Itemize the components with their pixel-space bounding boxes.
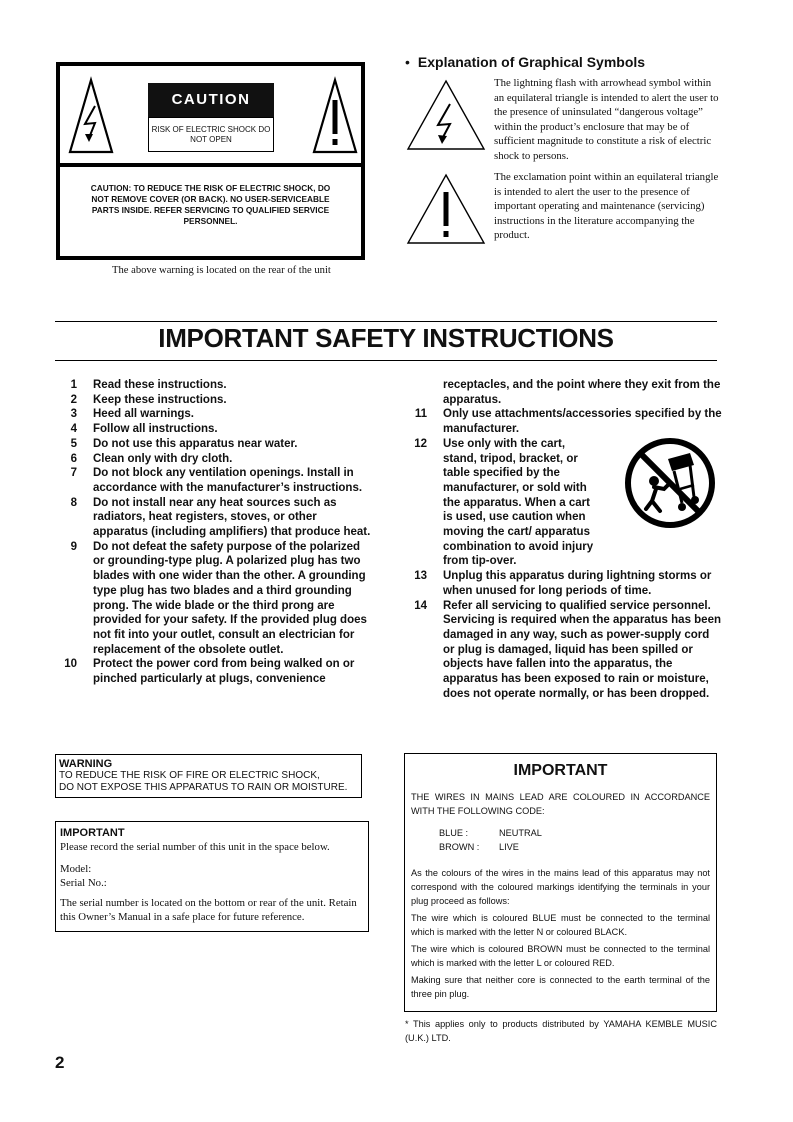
instruction-number: 10 xyxy=(64,658,77,671)
serial-number-box xyxy=(55,821,369,932)
lightning-warning-icon xyxy=(66,72,116,160)
uk-box-paragraph: As the colours of the wires in the mains lead of this apparatus may not correspond with the coloured markings identifying the terminals in your plug proceed as follows: xyxy=(411,868,710,906)
wire-colour: BLUE : xyxy=(439,828,469,838)
instruction-number: 8 xyxy=(70,496,77,509)
warning-line: DO NOT EXPOSE THIS APPARATUS TO RAIN OR MOISTURE. xyxy=(59,782,348,793)
wire-colour: BROWN : xyxy=(439,842,480,852)
instruction-text: Only use attachments/accessories specified by the manufacturer. xyxy=(443,408,722,436)
instruction-number: 12 xyxy=(414,437,427,450)
uk-box-intro: THE WIRES IN MAINS LEAD ARE COLOURED IN ACCORDANCE WITH THE FOLLOWING CODE: xyxy=(411,792,710,816)
serial-number-label: Serial No.: xyxy=(60,877,107,889)
instruction-number: 2 xyxy=(70,393,77,406)
uk-box-paragraph: Making sure that neither core is connected to the earth terminal of the three pin plug. xyxy=(411,975,710,999)
lightning-symbol-icon xyxy=(405,78,487,152)
uk-wiring-box xyxy=(404,753,717,1012)
instruction-item xyxy=(405,569,723,598)
instruction-item xyxy=(55,466,373,495)
instruction-item xyxy=(405,407,723,436)
caution-header: CAUTION xyxy=(148,83,274,117)
instruction-number: 4 xyxy=(70,423,77,436)
instruction-text: Protect the power cord from being walked on or pinched particularly at plugs, convenience xyxy=(93,658,355,686)
instruction-text: Do not block any ventilation openings. Install in accordance with the manufacturer’s instructions. xyxy=(93,467,363,494)
instruction-number: 9 xyxy=(70,540,77,553)
instruction-text: receptacles, and the point where they exit from the apparatus. xyxy=(443,379,721,406)
instruction-number: 1 xyxy=(70,379,77,391)
uk-box-paragraph: The wire which is coloured BLUE must be connected to the terminal which is marked with the letter N or coloured BLACK. xyxy=(411,913,710,937)
instruction-number: 11 xyxy=(414,408,427,421)
wire-code-row xyxy=(439,840,710,854)
warning-heading: WARNING xyxy=(59,758,113,770)
instruction-text: Do not defeat the safety purpose of the polarized or grounding-type plug. A polarized plug has two blades with one wider than the other. A grounding type plug has two blades and a third grounding prong. The wide blade or the third prong are provided for your safety. If the provided plug does not fit into your outlet, consult an electrician for replacement of the obsolete outlet. xyxy=(93,540,367,656)
caution-body-text: CAUTION: TO REDUCE THE RISK OF ELECTRIC SHOCK, DO NOT REMOVE COVER (OR BACK). NO USER-SERVICEABLE PARTS INSIDE. REFER SERVICING TO QUALIFIED SERVICE PERSONNEL. xyxy=(90,183,331,226)
instruction-text: Read these instructions. xyxy=(93,379,227,391)
instruction-text: Heed all warnings. xyxy=(93,408,194,421)
instruction-text: Do not use this apparatus near water. xyxy=(93,437,298,450)
page-title: IMPORTANT SAFETY INSTRUCTIONS xyxy=(158,323,614,353)
instruction-text: Do not install near any heat sources such as radiators, heat registers, stoves, or other apparatus (including amplifiers) that produce heat. xyxy=(93,496,371,539)
instruction-number: 13 xyxy=(414,570,427,583)
instruction-number: 7 xyxy=(70,467,77,480)
instruction-item xyxy=(55,422,373,437)
caution-label xyxy=(56,62,365,260)
serial-box-intro: Please record the serial number of this unit in the space below. xyxy=(60,841,330,853)
page-number: 2 xyxy=(55,1053,65,1072)
instruction-item xyxy=(55,437,373,452)
wire-meaning: NEUTRAL xyxy=(499,828,542,838)
warning-line: TO REDUCE THE RISK OF FIRE OR ELECTRIC SHOCK, xyxy=(59,770,320,781)
bullet-icon: • xyxy=(405,54,410,70)
instruction-number: 6 xyxy=(70,452,77,465)
lightning-symbol-description: The lightning flash with arrowhead symbol within an equilateral triangle is intended to alert the user to the presence of uninsulated “dangerous voltage” within the product’s enclosure that may be of sufficient magnitude to constitute a risk of electric shock to persons. xyxy=(494,77,719,162)
serial-box-note: The serial number is located on the bottom or rear of the unit. Retain this Owner’s Manual in a safe place for future reference. xyxy=(60,897,357,923)
wire-meaning: LIVE xyxy=(499,842,519,852)
instruction-item xyxy=(55,407,373,422)
warning-location-note: The above warning is located on the rear of the unit xyxy=(112,265,331,276)
instruction-text: Unplug this apparatus during lightning storms or when unused for long periods of time. xyxy=(443,570,712,597)
instruction-text: Follow all instructions. xyxy=(93,423,218,436)
wire-code-row xyxy=(439,826,710,840)
symbols-heading xyxy=(405,54,645,70)
instruction-number: 14 xyxy=(414,599,427,612)
instruction-item xyxy=(55,540,373,658)
instruction-text: Use only with the cart, stand, tripod, bracket, or table specified by the manufacturer, or sold with the apparatus. When a cart is used, use caution when moving the cart/ apparatus combination to avoid injury from tip-over. xyxy=(443,437,594,568)
instruction-item xyxy=(55,393,373,408)
instruction-continuation xyxy=(405,378,723,407)
caution-subtext: RISK OF ELECTRIC SHOCK DO NOT OPEN xyxy=(148,117,274,152)
instruction-item xyxy=(55,496,373,540)
symbols-heading-text: Explanation of Graphical Symbols xyxy=(417,54,646,70)
exclamation-symbol-description: The exclamation point within an equilateral triangle is intended to alert the user to the presence of important operating and maintenance (servicing) instructions in the literature accompanying the product. xyxy=(494,171,719,242)
instruction-item xyxy=(405,599,723,702)
instruction-item xyxy=(55,657,373,686)
cart-tipover-warning-icon xyxy=(624,437,716,529)
serial-box-heading: IMPORTANT xyxy=(60,827,125,839)
exclamation-warning-icon xyxy=(310,72,360,160)
exclamation-symbol-icon xyxy=(405,172,487,246)
instruction-number: 5 xyxy=(70,437,77,450)
instruction-text: Keep these instructions. xyxy=(93,393,227,406)
uk-box-paragraph: The wire which is coloured BROWN must be connected to the terminal which is marked with the letter L or coloured RED. xyxy=(411,944,710,968)
instructions-left-column xyxy=(55,378,373,687)
model-label: Model: xyxy=(60,863,92,875)
instruction-number: 3 xyxy=(70,408,77,421)
title-rule-bottom xyxy=(55,360,717,361)
uk-footnote: * This applies only to products distributed by YAMAHA KEMBLE MUSIC (U.K.) LTD. xyxy=(405,1019,717,1043)
uk-box-title: IMPORTANT xyxy=(513,762,608,779)
instruction-item xyxy=(55,378,373,393)
title-rule-top xyxy=(55,321,717,322)
warning-box xyxy=(55,754,362,798)
instruction-text: Refer all servicing to qualified service personnel. Servicing is required when the apparatus has been damaged in any way, such as power-supply cord or plug is damaged, liquid has been spilled or objects have fallen into the apparatus, the apparatus has been exposed to rain or moisture, does not operate normally, or has been dropped. xyxy=(443,599,721,700)
instructions-right-column xyxy=(405,378,723,701)
caution-divider xyxy=(60,163,361,167)
instruction-item xyxy=(55,452,373,467)
instruction-text: Clean only with dry cloth. xyxy=(93,452,233,465)
